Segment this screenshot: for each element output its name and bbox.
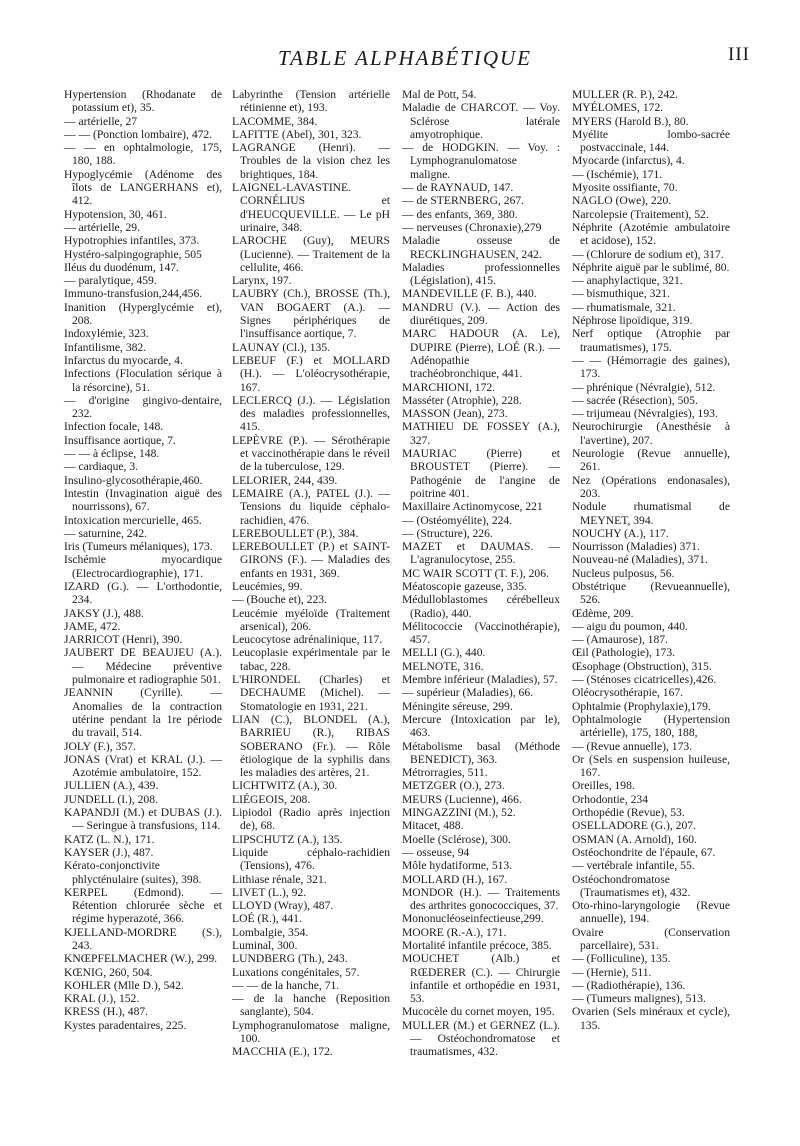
index-entry: — de RAYNAUD, 147. — [402, 181, 514, 195]
index-entry: LAIGNEL-LAVASTINE. CORNÉLIUS et d'HEUCQUEVILLE. — Le pH urinaire, 348. — [232, 181, 390, 234]
index-entry: Indoxylémie, 323. — [64, 327, 149, 341]
index-entry: NAGLO (Owe), 220. — [572, 194, 672, 208]
index-entry: KAPANDJI (M.) et DUBAS (J.). — Seringue à transfusions, 114. — [64, 806, 222, 833]
index-entry: MOLLARD (H.), 167. — [402, 872, 508, 886]
index-entry: KRESS (H.), 487. — [64, 1005, 149, 1019]
index-entry: Iléus du duodénum, 147. — [64, 260, 179, 274]
index-entry: — osseuse, 94 — [402, 845, 470, 859]
index-entry: Larynx, 197. — [232, 274, 292, 288]
index-entry: — (Folliculine), 135. — [572, 952, 671, 966]
index-entry: — cardiaque, 3. — [64, 460, 139, 474]
index-entry: LIPSCHUTZ (A.), 135. — [232, 832, 343, 846]
index-column-3 — [402, 88, 560, 1059]
index-entry: MYÉLOMES, 172. — [572, 101, 664, 115]
index-entry: — (Sténoses cicatricelles),426. — [572, 673, 717, 687]
index-entry: Mucocèle du cornet moyen, 195. — [402, 1005, 555, 1019]
index-entry: Moelle (Sclérose), 300. — [402, 832, 511, 846]
index-entry: Ophtalmologie (Hypertension artérielle), 175, 180, 188, — [572, 712, 730, 740]
index-entry: MYERS (Harold B.), 80. — [572, 114, 689, 128]
index-entry: MINGAZZINI (M.), 52. — [402, 806, 516, 820]
index-entry: Mercure (Intoxication par le), 463. — [402, 712, 560, 740]
index-entry: — — (Ponction lombaire), 472. — [64, 127, 213, 141]
index-entry: Intoxication mercurielle, 465. — [64, 513, 202, 527]
index-entry: Insulino-glycosothérapie,460. — [64, 473, 203, 487]
index-entry: Hypotension, 30, 461. — [64, 207, 167, 221]
index-entry: Méatoscopie gazeuse, 335. — [402, 579, 527, 593]
index-entry: KŒNIG, 260, 504. — [64, 965, 153, 979]
index-entry: Médulloblastomes cérébelleux (Radio), 440. — [402, 593, 560, 620]
index-entry: Leucémie myéloïde (Traitement arsenical), 206. — [232, 606, 390, 633]
index-entry: KNŒPFELMACHER (W.), 299. — [64, 952, 218, 966]
index-entry: Lithiase rénale, 321. — [232, 872, 327, 886]
index-entry: — de HODGKIN. — Voy. : Lymphogranulomatose maligne. — [402, 141, 560, 181]
index-entry: Leucémies, 99. — [232, 579, 303, 593]
index-entry: Infection focale, 148. — [64, 420, 164, 434]
index-entry: Intestin (Invagination aiguë des nourrissons), 67. — [64, 486, 222, 514]
index-entry: LAROCHE (Guy), MEURS (Lucienne). — Traitement de la cellulite, 466. — [232, 234, 390, 274]
index-entry: MELLI (G.), 440. — [402, 646, 486, 660]
index-entry: Mal de Pott, 54. — [402, 88, 477, 101]
index-entry: MOUCHET (Alb.) et RŒDERER (C.). — Chirurgie infantile et orthopédie en 1931, 53. — [402, 952, 560, 1006]
index-entry: Ostéochondromatose (Traumatismes et), 432. — [572, 872, 691, 899]
index-entry: LEBEUF (F.) et MOLLARD (H.). — L'oléocrysothérapie, 167. — [232, 353, 390, 394]
index-entry: LEMAIRE (A.), PATEL (J.). — Tensions du liquide céphalo-rachidien, 476. — [232, 486, 390, 527]
index-entry: IZARD (G.). — L'orthodontie, 234. — [64, 579, 222, 607]
index-entry: LAFITTE (Abel), 301, 323. — [232, 127, 362, 141]
index-entry: Néphrose lipoïdique, 319. — [572, 314, 693, 328]
index-entry: Luminal, 300. — [232, 939, 298, 952]
index-entry: Ischémie myocardique (Electrocardiographie), 171. — [64, 553, 222, 580]
index-entry: — (Ostéomyélite), 224. — [402, 513, 513, 527]
index-entry: — artérielle, 27 — [64, 114, 138, 128]
index-entry: LACOMME, 384. — [232, 114, 318, 128]
index-entry: JAME, 472. — [64, 619, 121, 633]
index-entry: Kystes paradentaires, 225. — [64, 1018, 187, 1032]
index-entry: — vertébrale infantile, 55. — [572, 859, 695, 873]
index-entry: — (Ischémie), 171. — [572, 167, 663, 181]
index-entry: — (Radiothérapie), 136. — [572, 978, 686, 992]
index-entry: Nucleus pulposus, 56. — [572, 566, 675, 580]
index-column-2 — [232, 88, 390, 1059]
index-entry: Nodule rhumatismal de MEYNET, 394. — [572, 500, 730, 527]
index-entry: LELORIER, 244, 439. — [232, 473, 338, 487]
index-entry: JARRICOT (Henri), 390. — [64, 633, 183, 647]
index-entry: Hypoglycémie (Adénome des îlots de LANGERHANS et), 412. — [64, 167, 222, 208]
index-entry: Œil (Pathologie), 173. — [572, 646, 676, 660]
index-entry: Ovarien (Sels minéraux et cycle), 135. — [572, 1005, 730, 1032]
index-entry: Myélite lombo-sacrée postvaccinale, 144. — [572, 127, 730, 155]
index-entry: Luxations congénitales, 57. — [232, 965, 360, 979]
index-entry: Ovaire (Conservation parcellaire), 531. — [572, 925, 730, 952]
index-entry: Kérato-conjonctivite phlycténulaire (suites), 398. — [64, 859, 202, 886]
index-entry: LAUNAY (Cl.), 135. — [232, 340, 331, 354]
index-entry: JONAS (Vrat) et KRAL (J.). — Azotémie ambulatoire, 152. — [64, 752, 222, 780]
index-entry: Oreilles, 198. — [572, 779, 635, 793]
index-entry: Nouveau-né (Maladies), 371. — [572, 553, 708, 567]
index-entry: Maxillaire Actinomycose, 221 — [402, 500, 543, 514]
index-entry: LOÉ (R.), 441. — [232, 912, 302, 926]
index-entry: Infantilisme, 382. — [64, 340, 147, 354]
index-entry: MONDOR (H.). — Traitements des arthrites gonococciques, 37. — [402, 885, 560, 913]
index-entry: Inanition (Hyperglycémie et), 208. — [64, 300, 222, 328]
index-entry: Lymphogranulomatose maligne, 100. — [232, 1018, 390, 1046]
index-entry: Hypertension (Rhodanate de potassium et), 35. — [64, 88, 222, 115]
index-entry: JAKSY (J.), 488. — [64, 606, 144, 620]
index-column-1 — [64, 88, 222, 1032]
index-entry: Liquide céphalo-rachidien (Tensions), 476. — [232, 845, 390, 873]
index-entry: KJELLAND-MORDRE (S.), 243. — [64, 925, 222, 952]
index-entry: — de STERNBERG, 267. — [402, 194, 525, 208]
index-entry: MACCHIA (E.), 172. — [232, 1045, 333, 1059]
index-entry: Leucocytose adrénalinique, 117. — [232, 633, 383, 647]
index-entry: MAZET et DAUMAS. — L'agranulocytose, 255. — [402, 540, 560, 567]
index-entry: — (Tumeurs malignes), 513. — [572, 992, 706, 1006]
index-entry: OSELLADORE (G.), 207. — [572, 819, 696, 833]
index-entry: — anaphylactique, 321. — [572, 274, 683, 288]
index-entry: MEURS (Lucienne), 466. — [402, 792, 522, 806]
index-entry: — nerveuses (Chronaxie),279 — [402, 220, 542, 234]
index-entry: Or (Sels en suspension huileuse, 167. — [572, 752, 730, 780]
index-entry: Nerf optique (Atrophie par traumatismes), 175. — [572, 327, 730, 354]
index-entry: — — à éclipse, 148. — [64, 447, 160, 461]
index-entry: KOHLER (Mlle D.), 542. — [64, 978, 184, 992]
index-entry: — trijumeau (Névralgies), 193. — [572, 407, 718, 421]
index-entry: Œsophage (Obstruction), 315. — [572, 659, 712, 673]
index-entry: MATHIEU DE FOSSEY (A.), 327. — [402, 420, 560, 447]
index-entry: Myosite ossifiante, 70. — [572, 181, 678, 195]
index-entry: LECLERCQ (J.). — Législation des maladies professionnelles, 415. — [232, 393, 390, 434]
index-entry: — (Amaurose), 187. — [572, 633, 668, 647]
index-entry: — rhumatismale, 321. — [572, 300, 676, 314]
index-entry: Maladie de CHARCOT. — Voy. Sclérose latérale amyotrophique. — [402, 101, 560, 141]
index-entry: LAGRANGE (Henri). — Troubles de la vision chez les brightiques, 184. — [232, 141, 390, 181]
index-entry: LEREBOULLET (P.), 384. — [232, 526, 359, 540]
index-entry: Immuno-transfusion,244,456. — [64, 287, 203, 301]
index-entry: Neurologie (Revue annuelle), 261. — [572, 447, 730, 474]
index-entry: — — en ophtalmologie, 175, 180, 188. — [64, 141, 222, 168]
index-entry: Mononucléoseinfectieuse,299. — [402, 912, 544, 926]
index-entry: Lombalgie, 354. — [232, 925, 309, 939]
index-entry: JEANNIN (Cyrille). — Anomalies de la contraction utérine pendant la 1re période du travail, 514. — [64, 686, 222, 740]
index-entry: — des enfants, 369, 380. — [402, 207, 518, 221]
index-entry: Néphrite (Azotémie ambulatoire et acidose), 152. — [572, 220, 730, 248]
index-entry: Obstétrique (Revueannuelle), 526. — [572, 579, 730, 607]
page-number: III — [728, 44, 750, 65]
index-entry: Œdème, 209. — [572, 606, 634, 620]
index-entry: LICHTWITZ (A.), 30. — [232, 779, 338, 793]
index-entry: Labyrinthe (Tension artérielle rétinienne et), 193. — [232, 88, 390, 115]
index-entry: Infarctus du myocarde, 4. — [64, 353, 183, 367]
index-entry: Orthopédie (Revue), 53. — [572, 806, 685, 820]
index-entry: LIÉGEOIS, 208. — [232, 792, 311, 806]
index-entry: — phrénique (Névralgie), 512. — [572, 380, 716, 394]
index-entry: Nourrisson (Maladies) 371. — [572, 540, 700, 554]
index-entry: — — de la hanche, 71. — [232, 978, 340, 992]
index-entry: Myocarde (infarctus), 4. — [572, 154, 685, 168]
index-entry: Ophtalmie (Prophylaxie),179. — [572, 699, 711, 713]
index-entry: NOUCHY (A.), 117. — [572, 526, 669, 540]
index-entry: Méningite séreuse, 299. — [402, 699, 513, 713]
index-entry: — artérielle, 29. — [64, 220, 140, 234]
index-entry: — saturnine, 242. — [64, 526, 148, 540]
index-entry: MANDRU (V.). — Action des diurétiques, 209. — [402, 300, 560, 328]
index-entry: LIAN (C.), BLONDEL (A.), BARRIEU (R.), RIBAS SOBERANO (Fr.). — Rôle étiologique de la syphilis dans les maladies des artères, 21. — [232, 712, 390, 780]
index-entry: Hystéro-salpingographie, 505 — [64, 247, 202, 261]
index-entry: Môle hydatiforme, 513. — [402, 859, 513, 873]
index-entry: MARCHIONI, 172. — [402, 380, 496, 394]
index-entry: — (Structure), 226. — [402, 526, 493, 540]
index-entry: — — (Hémorragie des gaines), 173. — [572, 353, 730, 381]
index-entry: — (Revue annuelle), 173. — [572, 739, 693, 753]
index-entry: — (Bouche et), 223. — [232, 593, 327, 607]
index-entry: Iris (Tumeurs mélaniques), 173. — [64, 540, 213, 554]
index-entry: MC WAIR SCOTT (T. F.), 206. — [402, 566, 549, 580]
index-entry: MAURIAC (Pierre) et BROUSTET (Pierre). — Pathogénie de l'angine de poitrine 401. — [402, 447, 560, 500]
index-entry: JULLIEN (A.), 439. — [64, 779, 159, 793]
index-column-4 — [572, 88, 730, 1032]
index-entry: — (Chlorure de sodium et), 317. — [572, 247, 724, 261]
page-header — [60, 46, 750, 76]
index-entry: KRAL (J.), 152. — [64, 992, 140, 1006]
index-entry: Nez (Opérations endonasales), 203. — [572, 473, 730, 500]
index-entry: MANDEVILLE (F. B.), 440. — [402, 287, 537, 301]
index-entry: — supérieur (Maladies), 66. — [402, 686, 534, 700]
index-entry: JUNDELL (I.), 208. — [64, 792, 158, 806]
index-entry: L'HIRONDEL (Charles) et DECHAUME (Michel). — Stomatologie en 1931, 221. — [232, 673, 390, 713]
index-entry: Masséter (Atrophie), 228. — [402, 393, 522, 407]
index-entry: METZGER (O.), 273. — [402, 779, 505, 793]
index-entry: OSMAN (A. Arnold), 160. — [572, 832, 697, 846]
index-entry: — (Hernie), 511. — [572, 965, 652, 979]
index-entry: Mitacet, 488. — [402, 819, 464, 833]
index-entry: Infections (Floculation sérique à la résorcine), 51. — [64, 367, 222, 394]
index-entry: Maladies professionnelles (Législation), 415. — [402, 260, 560, 288]
index-entry: Oto-rhino-laryngologie (Revue annuelle), 194. — [572, 899, 730, 926]
index-entry: MASSON (Jean), 273. — [402, 407, 508, 421]
index-entry: KERPEL (Edmond). — Rétention chlorurée sèche et régime hyperazoté, 366. — [64, 885, 222, 926]
index-entry: Ostéochondrite de l'épaule, 67. — [572, 845, 716, 859]
index-entry: Orhodontie, 234 — [572, 792, 648, 806]
index-entry: — paralytique, 459. — [64, 274, 157, 288]
index-entry: MULLER (R. P.), 242. — [572, 88, 678, 101]
index-entry: LEPÈVRE (P.). — Sérothérapie et vaccinothérapie dans le réveil de la tuberculose, 129. — [232, 433, 390, 474]
index-entry: LEREBOULLET (P.) et SAINT-GIRONS (F.). — Maladies des enfants en 1931, 369. — [232, 540, 390, 580]
index-entry: MOORE (R.-A.), 171. — [402, 925, 507, 939]
index-entry: JAUBERT DE BEAUJEU (A.). — Médecine préventive pulmonaire et radiographie 501. — [64, 646, 222, 687]
index-entry: Neurochirurgie (Anesthésie à l'avertine), 207. — [572, 420, 730, 447]
index-entry: — sacrée (Résection), 505. — [572, 393, 698, 407]
index-entry: MELNOTE, 316. — [402, 659, 484, 673]
index-entry: Néphrite aiguë par le sublimé, 80. — [572, 260, 730, 274]
index-entry: Insuffisance aortique, 7. — [64, 433, 176, 447]
index-entry: Leucoplasie expérimentale par le tabac, 228. — [232, 646, 390, 673]
index-entry: Oléocrysothérapie, 167. — [572, 686, 684, 700]
index-entry: Narcolepsie (Traitement), 52. — [572, 207, 709, 221]
index-entry: Lipiodol (Radio après injection de), 68. — [232, 806, 390, 833]
index-entry: Mélitococcie (Vaccinothérapie), 457. — [402, 619, 560, 647]
index-entry: Métrorragies, 511. — [402, 766, 488, 780]
index-entry: — aigu du poumon, 440. — [572, 619, 688, 633]
index-entry: JOLY (F.), 357. — [64, 739, 136, 753]
index-entry: Hypotrophies infantiles, 373. — [64, 234, 200, 248]
index-entry: Métabolisme basal (Méthode BENEDICT), 363. — [402, 739, 560, 766]
index-entry: LAUBRY (Ch.), BROSSE (Th.), VAN BOGAERT (A.). — Signes périphériques de l'insuffisance aortique, 7. — [232, 287, 390, 341]
index-entry: KATZ (L. N.), 171. — [64, 832, 155, 846]
index-entry: LUNDBERG (Th.), 243. — [232, 952, 348, 966]
page-title: TABLE ALPHABÉTIQUE — [278, 46, 532, 70]
index-entry: MARC HADOUR (A. Le), DUPIRE (Pierre), LOÉ (R.). — Adénopathie trachéobronchique, 441. — [402, 327, 560, 381]
index-entry: Mortalité infantile précoce, 385. — [402, 939, 552, 952]
index-entry: LLOYD (Wray), 487. — [232, 899, 334, 913]
index-entry: MULLER (M.) et GERNEZ (L.). — Ostéochondromatose et traumatismes, 432. — [402, 1018, 560, 1059]
index-entry: Maladie osseuse de RECKLINGHAUSEN, 242. — [402, 234, 560, 261]
index-entry: — d'origine gingivo-dentaire, 232. — [64, 393, 222, 421]
index-entry: LIVET (L.), 92. — [232, 885, 307, 899]
index-entry: KAYSER (J.), 487. — [64, 845, 154, 859]
index-entry: — bismuthique, 321. — [572, 287, 670, 301]
index-entry: — de la hanche (Reposition sanglante), 504. — [232, 992, 390, 1019]
index-entry: Membre inférieur (Maladies), 57. — [402, 673, 558, 687]
